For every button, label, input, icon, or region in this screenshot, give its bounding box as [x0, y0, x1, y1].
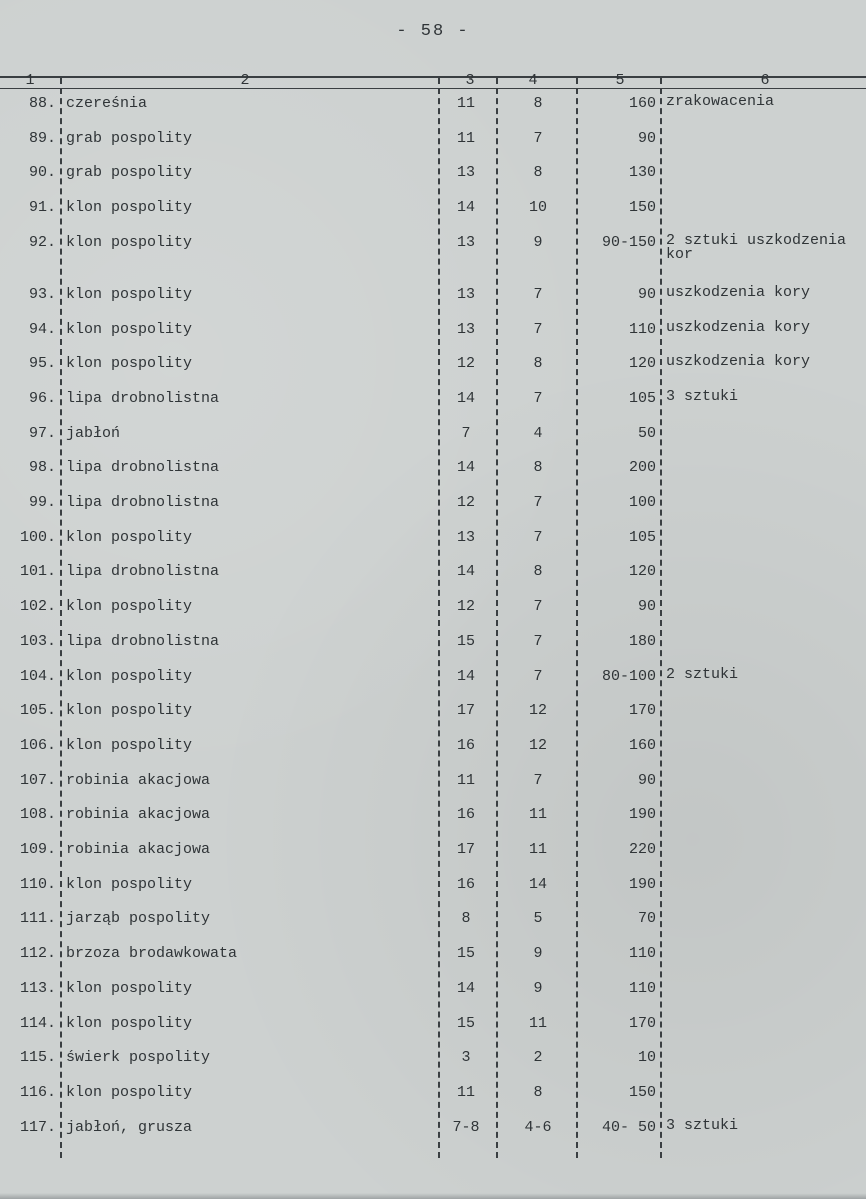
column-3-value: 17 [456, 702, 475, 720]
species-name: klon pospolity [66, 1014, 193, 1032]
column-4-value: 7 [533, 320, 543, 338]
row-number: 107. [19, 771, 56, 789]
table-row [0, 801, 866, 835]
column-3-value: 14 [456, 459, 475, 477]
row-number: 102. [19, 598, 56, 616]
column-3-value: 17 [456, 841, 475, 858]
page-number: - 58 - [396, 22, 470, 41]
column-3-value: 15 [456, 945, 475, 963]
species-name: brzoza brodawkowata [66, 945, 238, 963]
column-5-value: 110 [628, 945, 656, 963]
species-name: klon pospolity [66, 285, 193, 303]
column-5-value: 90 [637, 598, 656, 616]
remarks: 3 sztuki [666, 387, 739, 405]
species-name: robinia akacjowa [66, 771, 211, 789]
column-3-value: 16 [456, 806, 475, 824]
page-bottom-edge [0, 1193, 866, 1199]
column-4-value: 7 [533, 632, 543, 650]
column-4-value: 4-6 [524, 1118, 552, 1136]
column-5-value: 190 [628, 875, 656, 893]
column-5-value: 110 [628, 320, 656, 338]
header-rule-top [0, 76, 866, 78]
species-name: klon pospolity [66, 667, 193, 685]
column-3-value: 13 [456, 285, 475, 303]
table-row [0, 1114, 866, 1148]
column-3-value: 13 [456, 320, 475, 338]
column-4-value: 7 [533, 771, 543, 789]
column-5-value: 80-100 [601, 667, 656, 685]
remarks: 2 sztuki uszkodzenia kor [666, 231, 847, 263]
column-5-value: 160 [628, 736, 656, 754]
species-name: klon pospolity [66, 598, 193, 616]
remarks: uszkodzenia kory [666, 318, 811, 336]
column-4-value: 8 [533, 459, 543, 477]
column-3-value: 16 [456, 875, 475, 893]
row-number: 117. [19, 1118, 56, 1136]
column-5-value: 160 [628, 95, 656, 112]
table-row [0, 628, 866, 662]
species-name: lipa drobnolistna [66, 459, 220, 477]
row-number: 105. [19, 702, 56, 720]
table-row [0, 975, 866, 1009]
column-5-value: 130 [628, 164, 656, 182]
remarks: uszkodzenia kory [666, 283, 811, 301]
row-number: 100. [19, 528, 56, 546]
column-header-5: 5 [615, 72, 625, 89]
table-row [0, 767, 866, 801]
row-number: 109. [19, 841, 56, 858]
column-4-value: 9 [533, 979, 543, 997]
table-row [0, 281, 866, 315]
column-4-value: 12 [528, 736, 547, 754]
row-number: 98. [28, 459, 56, 477]
column-3-value: 14 [456, 199, 475, 217]
column-3-value: 3 [461, 1049, 471, 1067]
column-3-value: 14 [456, 389, 475, 407]
remarks: uszkodzenia kory [666, 353, 811, 371]
species-name: robinia akacjowa [66, 841, 211, 858]
column-4-value: 7 [533, 667, 543, 685]
row-number: 110. [19, 875, 56, 893]
column-4-value: 7 [533, 129, 543, 147]
species-name: klon pospolity [66, 875, 193, 893]
column-4-value: 8 [533, 563, 543, 581]
column-4-value: 11 [528, 1014, 547, 1032]
table-row [0, 593, 866, 627]
column-3-value: 13 [456, 233, 475, 251]
species-name: klon pospolity [66, 320, 193, 338]
species-name: świerk pospolity [66, 1049, 211, 1067]
column-3-value: 8 [461, 910, 471, 928]
column-5-value: 10 [637, 1049, 656, 1067]
table-row [0, 194, 866, 228]
table-row [0, 905, 866, 939]
column-header-1: 1 [25, 72, 35, 89]
column-3-value: 14 [456, 979, 475, 997]
column-4-value: 9 [533, 945, 543, 963]
column-4-value: 2 [533, 1049, 543, 1067]
species-name: klon pospolity [66, 355, 193, 373]
column-header-6: 6 [760, 72, 770, 89]
row-number: 95. [28, 355, 56, 373]
column-4-value: 7 [533, 528, 543, 546]
column-5-value: 90 [637, 285, 656, 303]
column-header-3: 3 [465, 72, 475, 89]
row-number: 99. [28, 494, 56, 511]
column-3-value: 16 [456, 736, 475, 754]
row-number: 111. [19, 910, 56, 928]
table-row [0, 558, 866, 592]
table-row [0, 316, 866, 350]
column-4-value: 5 [533, 910, 543, 928]
species-name: klon pospolity [66, 199, 193, 217]
table-row [0, 940, 866, 974]
column-3-value: 11 [456, 95, 475, 112]
column-5-value: 170 [628, 702, 656, 720]
column-5-value: 90-150 [601, 233, 656, 251]
table-row [0, 489, 866, 523]
column-header-2: 2 [240, 72, 250, 89]
species-name: jarząb pospolity [66, 910, 211, 928]
column-5-value: 190 [628, 806, 656, 824]
row-number: 116. [19, 1083, 56, 1101]
column-4-value: 11 [528, 841, 547, 858]
row-number: 90. [28, 164, 56, 182]
table-row [0, 420, 866, 454]
column-4-value: 7 [533, 598, 543, 616]
column-5-value: 150 [628, 199, 656, 217]
species-name: lipa drobnolistna [66, 389, 220, 407]
species-name: lipa drobnolistna [66, 632, 220, 650]
row-number: 94. [28, 320, 56, 338]
remarks: zrakowacenia [666, 93, 775, 110]
species-name: robinia akacjowa [66, 806, 211, 824]
table-row [0, 350, 866, 384]
remarks: 2 sztuki [666, 665, 739, 683]
species-name: klon pospolity [66, 528, 193, 546]
row-number: 101. [19, 563, 56, 581]
column-4-value: 14 [528, 875, 547, 893]
column-5-value: 90 [637, 771, 656, 789]
column-4-value: 7 [533, 494, 543, 511]
species-name: jabłoń, grusza [66, 1118, 193, 1136]
column-4-value: 8 [533, 1083, 543, 1101]
column-3-value: 15 [456, 1014, 475, 1032]
column-5-value: 100 [628, 494, 656, 511]
species-name: grab pospolity [66, 129, 193, 147]
column-5-value: 170 [628, 1014, 656, 1032]
row-number: 112. [19, 945, 56, 963]
row-number: 114. [19, 1014, 56, 1032]
row-number: 103. [19, 632, 56, 650]
row-number: 97. [28, 424, 56, 442]
column-5-value: 120 [628, 563, 656, 581]
row-number: 92. [28, 233, 56, 251]
row-number: 106. [19, 736, 56, 754]
table-row [0, 125, 866, 159]
table-row [0, 229, 866, 263]
row-number: 88. [28, 95, 56, 112]
column-4-value: 12 [528, 702, 547, 720]
column-4-value: 9 [533, 233, 543, 251]
species-name: lipa drobnolistna [66, 563, 220, 581]
column-4-value: 8 [533, 355, 543, 373]
table-row [0, 90, 866, 124]
species-name: klon pospolity [66, 702, 193, 720]
column-3-value: 12 [456, 494, 475, 511]
row-number: 96. [28, 389, 56, 407]
column-4-value: 4 [533, 424, 543, 442]
species-name: czereśnia [66, 95, 148, 112]
header-rule-bottom [0, 88, 866, 89]
column-3-value: 7-8 [452, 1118, 480, 1136]
remarks: 3 sztuki [666, 1116, 739, 1134]
column-5-value: 180 [628, 632, 656, 650]
row-number: 104. [19, 667, 56, 685]
column-4-value: 8 [533, 95, 543, 112]
column-5-value: 40- 50 [601, 1118, 656, 1136]
column-4-value: 10 [528, 199, 547, 217]
column-5-value: 150 [628, 1083, 656, 1101]
table-row [0, 524, 866, 558]
column-4-value: 7 [533, 389, 543, 407]
column-5-value: 120 [628, 355, 656, 373]
table-row [0, 732, 866, 766]
species-name: jabłoń [66, 424, 121, 442]
column-4-value: 7 [533, 285, 543, 303]
column-5-value: 105 [628, 528, 656, 546]
column-3-value: 12 [456, 598, 475, 616]
row-number: 115. [19, 1049, 56, 1067]
column-3-value: 14 [456, 667, 475, 685]
table-row [0, 871, 866, 905]
column-3-value: 11 [456, 129, 475, 147]
table-row [0, 697, 866, 731]
species-name: klon pospolity [66, 736, 193, 754]
column-3-value: 13 [456, 528, 475, 546]
column-5-value: 105 [628, 389, 656, 407]
column-3-value: 13 [456, 164, 475, 182]
column-3-value: 15 [456, 632, 475, 650]
table-row [0, 836, 866, 870]
table-row [0, 663, 866, 697]
column-3-value: 11 [456, 1083, 475, 1101]
column-3-value: 7 [461, 424, 471, 442]
column-5-value: 200 [628, 459, 656, 477]
table-row [0, 454, 866, 488]
column-header-4: 4 [528, 72, 538, 89]
row-number: 91. [28, 199, 56, 217]
column-5-value: 220 [628, 841, 656, 858]
column-3-value: 11 [456, 771, 475, 789]
column-4-value: 8 [533, 164, 543, 182]
table-row [0, 1079, 866, 1113]
row-number: 89. [28, 129, 56, 147]
table-row [0, 385, 866, 419]
row-number: 113. [19, 979, 56, 997]
column-3-value: 12 [456, 355, 475, 373]
column-5-value: 90 [637, 129, 656, 147]
column-4-value: 11 [528, 806, 547, 824]
column-5-value: 70 [637, 910, 656, 928]
table-row [0, 1044, 866, 1078]
species-name: grab pospolity [66, 164, 193, 182]
species-name: klon pospolity [66, 1083, 193, 1101]
species-name: lipa drobnolistna [66, 494, 220, 511]
species-name: klon pospolity [66, 233, 193, 251]
table-row [0, 159, 866, 193]
table-row [0, 1010, 866, 1044]
row-number: 93. [28, 285, 56, 303]
column-3-value: 14 [456, 563, 475, 581]
row-number: 108. [19, 806, 56, 824]
column-5-value: 110 [628, 979, 656, 997]
column-5-value: 50 [637, 424, 656, 442]
species-name: klon pospolity [66, 979, 193, 997]
